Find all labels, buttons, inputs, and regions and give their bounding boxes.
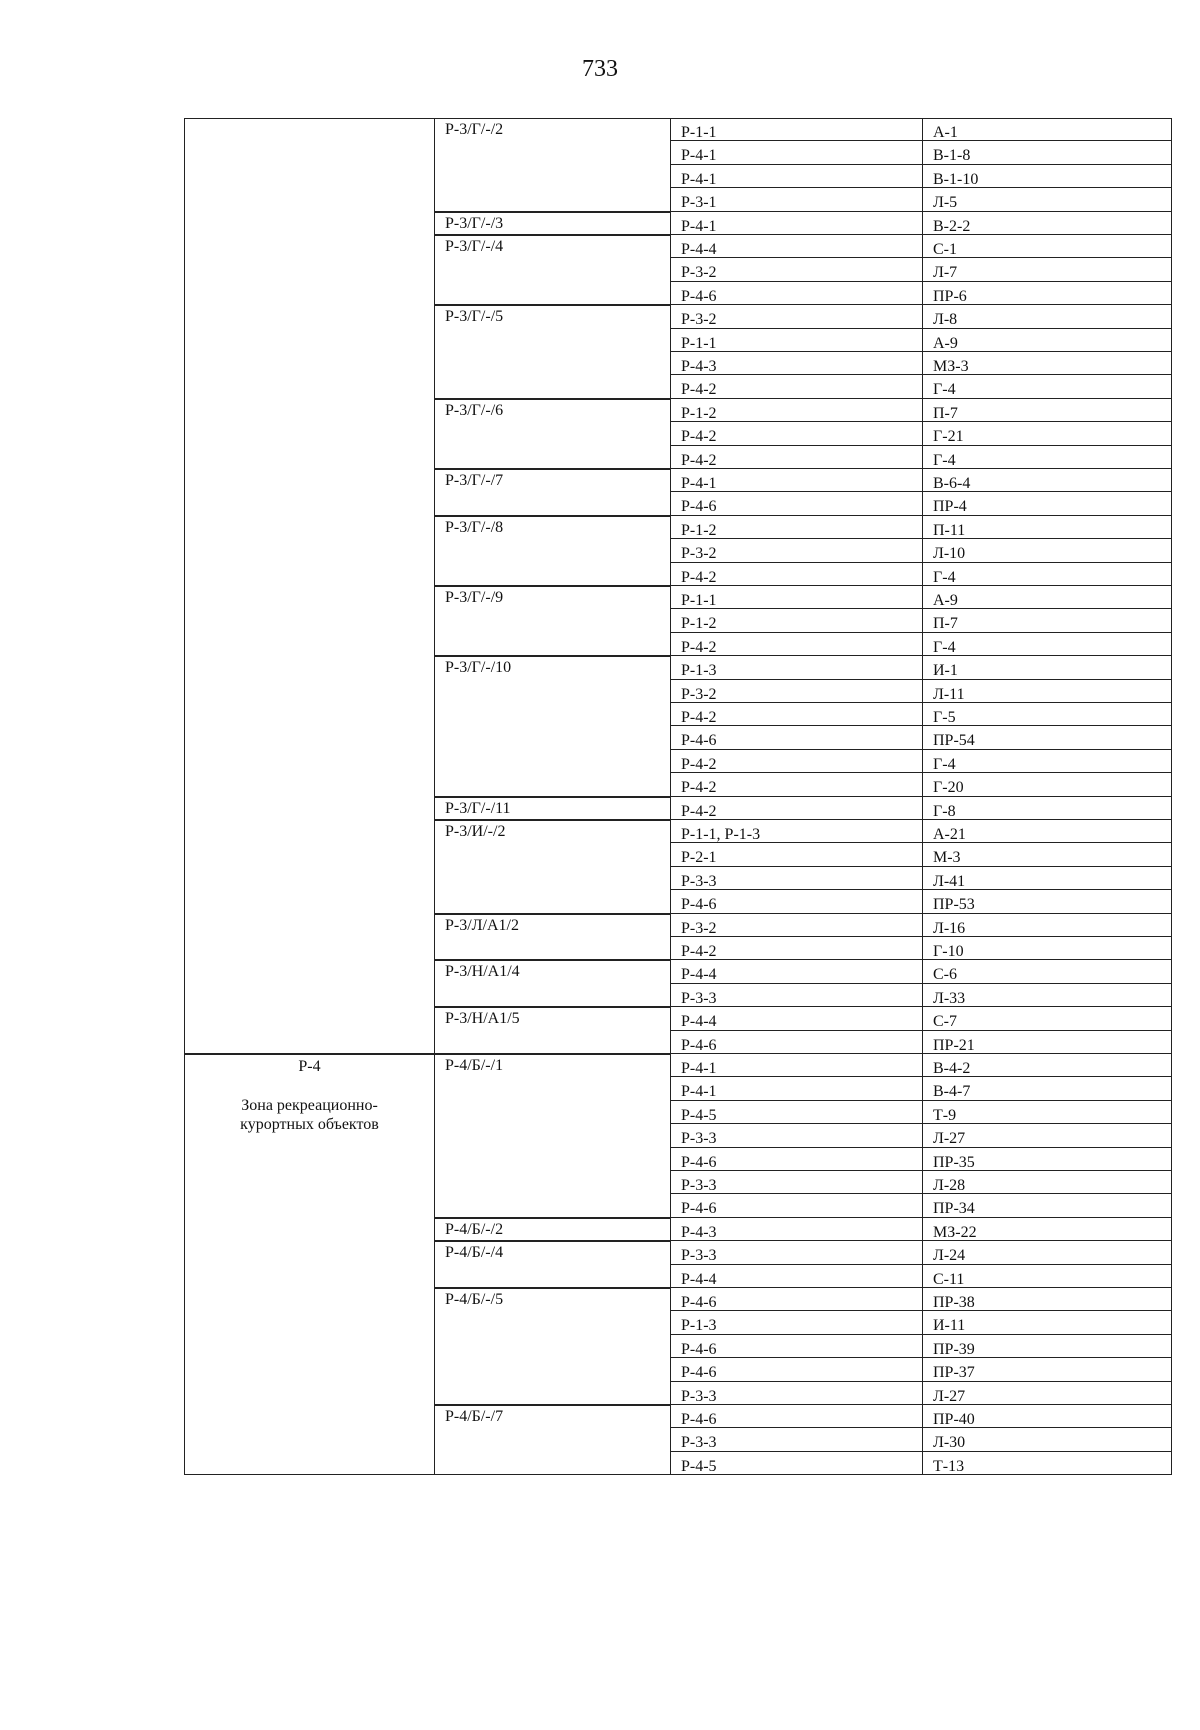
subzone-code-cell: Р-4-2	[670, 773, 922, 796]
object-code-cell: Г-4	[922, 446, 1172, 469]
object-code-cell: Г-10	[922, 937, 1172, 960]
object-code-cell: А-1	[922, 118, 1172, 141]
object-code-cell: П-7	[922, 609, 1172, 632]
object-code-cell: Л-33	[922, 984, 1172, 1007]
subzone-code-cell: Р-4-6	[670, 1405, 922, 1428]
object-code-cell: Л-5	[922, 188, 1172, 211]
subzone-code-cell: Р-4-4	[670, 960, 922, 983]
zone-name: Зона рекреационно-курортных объектов	[240, 1097, 379, 1133]
object-code-cell: И-1	[922, 656, 1172, 679]
subzone-code-cell: Р-4-1	[670, 165, 922, 188]
object-code-cell: ПР-6	[922, 282, 1172, 305]
object-code-cell: Л-30	[922, 1428, 1172, 1451]
group-code-cell: Р-3/И/-/2	[434, 820, 670, 914]
zone-cell	[184, 1054, 434, 1475]
subzone-code-cell: Р-4-4	[670, 1007, 922, 1030]
subzone-code-cell: Р-4-6	[670, 1148, 922, 1171]
group-code-cell: Р-3/Г/-/7	[434, 469, 670, 516]
object-code-cell: В-1-10	[922, 165, 1172, 188]
object-code-cell: Л-41	[922, 867, 1172, 890]
group-code-cell: Р-3/Н/А1/4	[434, 960, 670, 1007]
object-code-cell: Г-4	[922, 563, 1172, 586]
object-code-cell: ПР-37	[922, 1358, 1172, 1381]
subzone-code-cell: Р-4-2	[670, 937, 922, 960]
subzone-code-cell: Р-4-2	[670, 446, 922, 469]
object-code-cell: Л-24	[922, 1241, 1172, 1264]
object-code-cell: ПР-21	[922, 1031, 1172, 1054]
object-code-cell: Г-4	[922, 633, 1172, 656]
object-code-cell: С-1	[922, 235, 1172, 258]
object-code-cell: С-11	[922, 1265, 1172, 1288]
object-code-cell: А-21	[922, 820, 1172, 843]
subzone-code-cell: Р-4-5	[670, 1452, 922, 1475]
subzone-code-cell: Р-4-6	[670, 1335, 922, 1358]
subzone-code-cell: Р-1-2	[670, 609, 922, 632]
object-code-cell: Л-11	[922, 680, 1172, 703]
object-code-cell: ПР-53	[922, 890, 1172, 913]
group-code-cell: Р-3/Г/-/8	[434, 516, 670, 586]
group-code-cell: Р-3/Н/А1/5	[434, 1007, 670, 1054]
object-code-cell: Г-20	[922, 773, 1172, 796]
subzone-code-cell: Р-4-6	[670, 282, 922, 305]
subzone-code-cell: Р-1-1	[670, 118, 922, 141]
object-code-cell: ПР-39	[922, 1335, 1172, 1358]
group-code-cell: Р-4/Б/-/5	[434, 1288, 670, 1405]
zone-code: Р-4	[298, 1058, 321, 1075]
zone-cell	[184, 118, 434, 1054]
group-code-cell: Р-3/Г/-/4	[434, 235, 670, 305]
object-code-cell: Л-28	[922, 1171, 1172, 1194]
subzone-code-cell: Р-3-3	[670, 1124, 922, 1147]
object-code-cell: А-9	[922, 586, 1172, 609]
subzone-code-cell: Р-4-3	[670, 1218, 922, 1241]
object-code-cell: Л-7	[922, 258, 1172, 281]
object-code-cell: П-11	[922, 516, 1172, 539]
subzone-code-cell: Р-4-5	[670, 1101, 922, 1124]
object-code-cell: ПР-54	[922, 726, 1172, 749]
subzone-code-cell: Р-4-2	[670, 422, 922, 445]
group-code-cell: Р-4/Б/-/2	[434, 1218, 670, 1241]
group-code-cell: Р-4/Б/-/4	[434, 1241, 670, 1288]
subzone-code-cell: Р-1-2	[670, 399, 922, 422]
object-code-cell: Л-16	[922, 914, 1172, 937]
subzone-code-cell: Р-1-1	[670, 586, 922, 609]
subzone-code-cell: Р-3-1	[670, 188, 922, 211]
subzone-code-cell: Р-4-6	[670, 1031, 922, 1054]
subzone-code-cell: Р-4-6	[670, 1194, 922, 1217]
object-code-cell: ПР-40	[922, 1405, 1172, 1428]
subzone-code-cell: Р-3-2	[670, 539, 922, 562]
subzone-code-cell: Р-3-2	[670, 914, 922, 937]
subzone-code-cell: Р-3-3	[670, 1382, 922, 1405]
object-code-cell: ПР-34	[922, 1194, 1172, 1217]
subzone-code-cell: Р-1-1	[670, 329, 922, 352]
subzone-code-cell: Р-3-2	[670, 680, 922, 703]
object-code-cell: ПР-38	[922, 1288, 1172, 1311]
subzone-code-cell: Р-4-1	[670, 141, 922, 164]
subzone-code-cell: Р-4-1	[670, 212, 922, 235]
subzone-code-cell: Р-3-2	[670, 258, 922, 281]
subzone-code-cell: Р-3-3	[670, 984, 922, 1007]
subzone-code-cell: Р-4-6	[670, 492, 922, 515]
object-code-cell: ПР-4	[922, 492, 1172, 515]
subzone-code-cell: Р-4-2	[670, 563, 922, 586]
object-code-cell: В-4-2	[922, 1054, 1172, 1077]
object-code-cell: МЗ-22	[922, 1218, 1172, 1241]
object-code-cell: Л-10	[922, 539, 1172, 562]
subzone-code-cell: Р-4-2	[670, 703, 922, 726]
subzone-code-cell: Р-1-3	[670, 656, 922, 679]
subzone-code-cell: Р-4-2	[670, 633, 922, 656]
group-code-cell: Р-3/Г/-/11	[434, 797, 670, 820]
object-code-cell: ПР-35	[922, 1148, 1172, 1171]
subzone-code-cell: Р-4-6	[670, 1288, 922, 1311]
object-code-cell: С-6	[922, 960, 1172, 983]
object-code-cell: В-2-2	[922, 212, 1172, 235]
group-code-cell: Р-4/Б/-/1	[434, 1054, 670, 1218]
object-code-cell: Л-27	[922, 1382, 1172, 1405]
object-code-cell: Л-27	[922, 1124, 1172, 1147]
object-code-cell: Т-9	[922, 1101, 1172, 1124]
subzone-code-cell: Р-4-4	[670, 235, 922, 258]
object-code-cell: И-11	[922, 1311, 1172, 1334]
subzone-code-cell: Р-3-3	[670, 1171, 922, 1194]
subzone-code-cell: Р-4-6	[670, 890, 922, 913]
group-code-cell: Р-3/Г/-/9	[434, 586, 670, 656]
object-code-cell: Т-13	[922, 1452, 1172, 1475]
object-code-cell: В-4-7	[922, 1077, 1172, 1100]
object-code-cell: М-3	[922, 843, 1172, 866]
group-code-cell: Р-3/Г/-/10	[434, 656, 670, 796]
subzone-code-cell: Р-4-6	[670, 1358, 922, 1381]
subzone-code-cell: Р-4-2	[670, 797, 922, 820]
object-code-cell: Г-4	[922, 375, 1172, 398]
subzone-code-cell: Р-4-1	[670, 1077, 922, 1100]
object-code-cell: Г-5	[922, 703, 1172, 726]
object-code-cell: Г-4	[922, 750, 1172, 773]
page-number: 733	[582, 56, 618, 82]
subzone-code-cell: Р-4-3	[670, 352, 922, 375]
object-code-cell: П-7	[922, 399, 1172, 422]
object-code-cell: Г-21	[922, 422, 1172, 445]
group-code-cell: Р-3/Г/-/3	[434, 212, 670, 235]
subzone-code-cell: Р-3-2	[670, 305, 922, 328]
group-code-cell: Р-4/Б/-/7	[434, 1405, 670, 1475]
subzone-code-cell: Р-3-3	[670, 1428, 922, 1451]
subzone-code-cell: Р-4-4	[670, 1265, 922, 1288]
subzone-code-cell: Р-2-1	[670, 843, 922, 866]
subzone-code-cell: Р-4-2	[670, 750, 922, 773]
subzone-code-cell: Р-4-6	[670, 726, 922, 749]
object-code-cell: Л-8	[922, 305, 1172, 328]
subzone-code-cell: Р-1-3	[670, 1311, 922, 1334]
group-code-cell: Р-3/Г/-/5	[434, 305, 670, 399]
object-code-cell: С-7	[922, 1007, 1172, 1030]
group-code-cell: Р-3/Г/-/2	[434, 118, 670, 212]
object-code-cell: Г-8	[922, 797, 1172, 820]
subzone-code-cell: Р-4-2	[670, 375, 922, 398]
object-code-cell: А-9	[922, 329, 1172, 352]
group-code-cell: Р-3/Г/-/6	[434, 399, 670, 469]
object-code-cell: В-1-8	[922, 141, 1172, 164]
subzone-code-cell: Р-1-1, Р-1-3	[670, 820, 922, 843]
group-code-cell: Р-3/Л/А1/2	[434, 914, 670, 961]
object-code-cell: МЗ-3	[922, 352, 1172, 375]
subzone-code-cell: Р-1-2	[670, 516, 922, 539]
object-code-cell: В-6-4	[922, 469, 1172, 492]
subzone-code-cell: Р-3-3	[670, 867, 922, 890]
subzone-code-cell: Р-3-3	[670, 1241, 922, 1264]
subzone-code-cell: Р-4-1	[670, 1054, 922, 1077]
subzone-code-cell: Р-4-1	[670, 469, 922, 492]
